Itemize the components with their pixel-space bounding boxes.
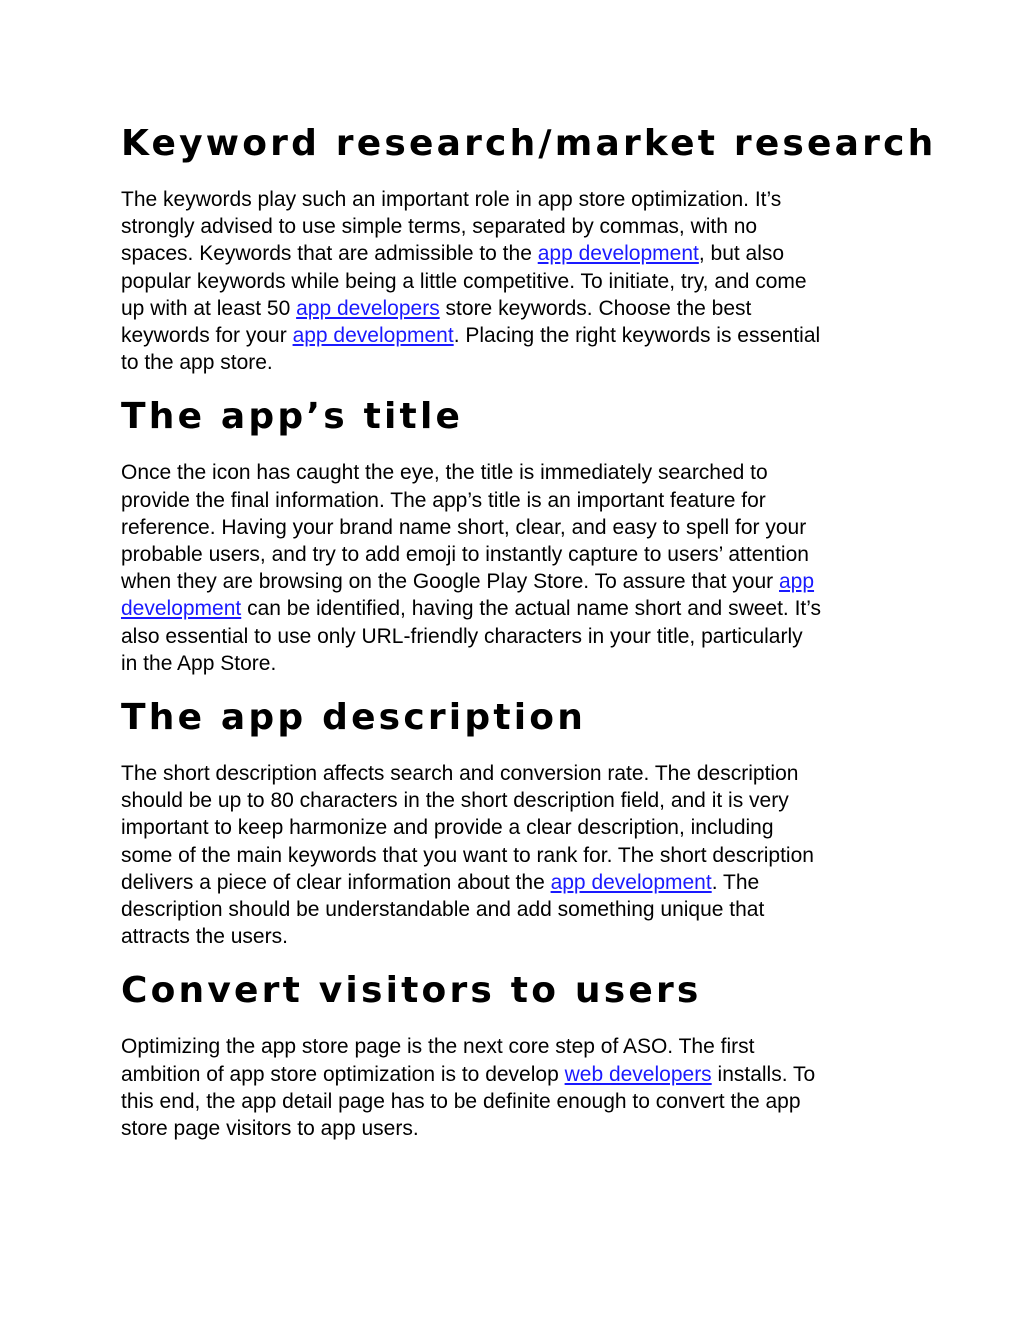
link-app-developers[interactable]: app developers: [296, 296, 440, 320]
section-paragraph-keyword-research: [121, 186, 911, 376]
link-web-developers[interactable]: web developers: [564, 1062, 712, 1086]
paragraph-line: ambition of app store optimization is to develop web developers installs. To: [121, 1062, 816, 1086]
paragraph-line: probable users, and try to add emoji to instantly capture to users’ attention: [121, 543, 809, 567]
link-app-development-part2[interactable]: development: [121, 597, 242, 621]
paragraph-line: The keywords play such an important role in app store optimization. It’s: [121, 188, 782, 211]
section-paragraph-convert-visitors: [121, 1033, 911, 1142]
paragraph-line: in the App Store.: [121, 651, 277, 675]
paragraph-line: Once the icon has caught the eye, the title is immediately searched to: [121, 461, 768, 485]
document-page: [121, 118, 937, 1142]
section-paragraph-app-description: [121, 760, 911, 950]
section-heading-convert-visitors: Convert visitors to users: [121, 970, 702, 1012]
paragraph-line: development can be identified, having the actual name short and sweet. It’s: [121, 597, 822, 621]
paragraph-line: popular keywords while being a little competitive. To initiate, try, and come: [121, 269, 807, 293]
paragraph-line: description should be understandable and add something unique that: [121, 898, 765, 922]
link-app-development-part1[interactable]: app: [779, 570, 815, 594]
section-heading-keyword-research: Keyword research/market research: [121, 123, 937, 164]
link-app-development[interactable]: app development: [537, 242, 699, 266]
paragraph-line: store page visitors to app users.: [121, 1117, 419, 1141]
paragraph-line: some of the main keywords that you want to rank for. The short description: [121, 843, 814, 867]
paragraph-line: Optimizing the app store page is the next core step of ASO. The first: [121, 1035, 755, 1059]
paragraph-line: up with at least 50 app developers store keywords. Choose the best: [121, 296, 752, 320]
paragraph-line: keywords for your app development. Placing the right keywords is essential: [121, 324, 821, 348]
paragraph-line: important to keep harmonize and provide a clear description, including: [121, 816, 774, 840]
paragraph-line: attracts the users.: [121, 925, 288, 949]
paragraph-line: spaces. Keywords that are admissible to the app development, but also: [121, 242, 785, 266]
link-app-development[interactable]: app development: [292, 324, 454, 348]
section-paragraph-app-title: [121, 459, 911, 677]
paragraph-line: reference. Having your brand name short, clear, and easy to spell for your: [121, 515, 807, 539]
paragraph-line: provide the final information. The app’s title is an important feature for: [121, 488, 766, 512]
paragraph-line: also essential to use only URL-friendly characters in your title, particularly: [121, 624, 803, 648]
link-app-development[interactable]: app development: [550, 870, 712, 894]
section-heading-app-title: The app’s title: [121, 396, 464, 438]
paragraph-line: when they are browsing on the Google Play Store. To assure that your app: [121, 570, 815, 594]
paragraph-line: strongly advised to use simple terms, separated by commas, with no: [121, 215, 758, 239]
paragraph-line: should be up to 80 characters in the short description field, and it is very: [121, 789, 789, 813]
paragraph-line: The short description affects search and conversion rate. The description: [121, 762, 799, 786]
section-heading-app-description: The app description: [121, 697, 587, 739]
paragraph-line: to the app store.: [121, 351, 273, 375]
paragraph-line: this end, the app detail page has to be definite enough to convert the app: [121, 1089, 801, 1113]
paragraph-line: delivers a piece of clear information about the app development. The: [121, 870, 760, 894]
